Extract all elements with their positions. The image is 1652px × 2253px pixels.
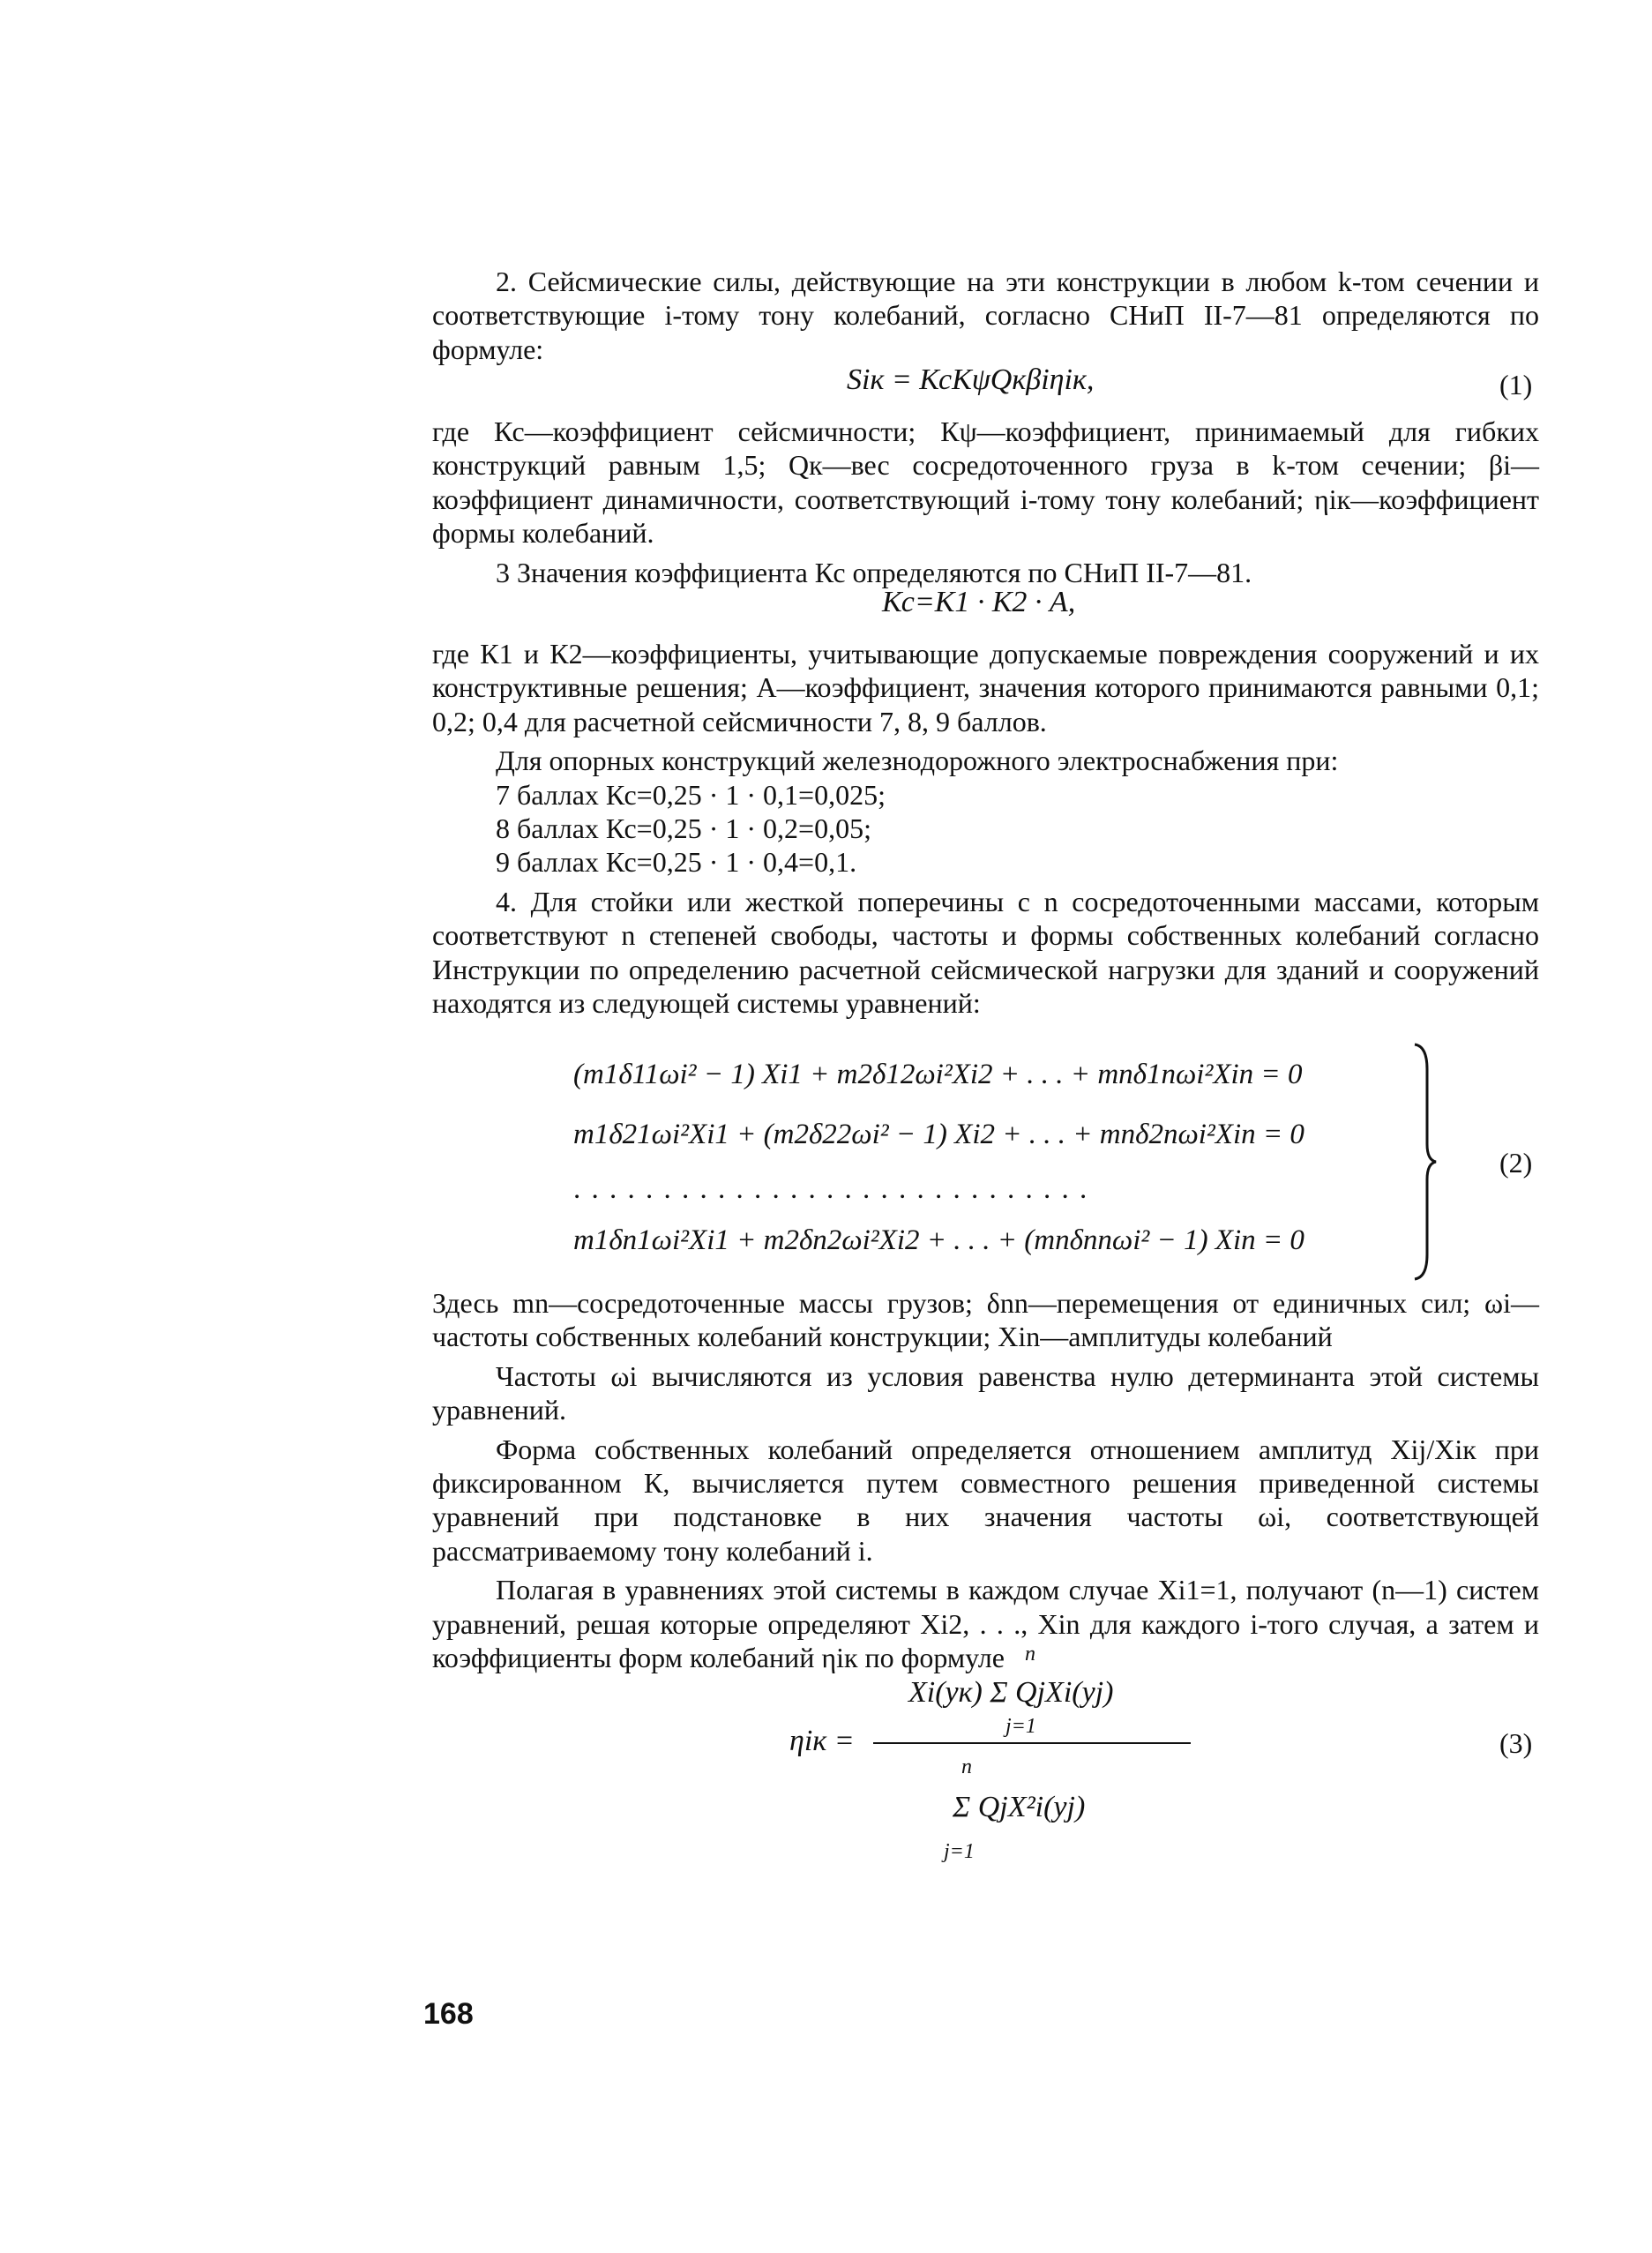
formula-3-fraction-bar [873, 1742, 1191, 1744]
text-section-3-where [432, 637, 1539, 1025]
system-equation-1: (m1δ11ωi² − 1) Xi1 + m2δ12ωi²Xi2 + . . . + mnδ1nωi²Xin = 0 [573, 1059, 1303, 1090]
formula-3-den-sum-top: n [961, 1755, 972, 1778]
paragraph-assume: Полагая в уравнениях этой системы в каждом случае Xi1=1, получают (n—1) систем уравнений, решая которые определяют Xi2, . . ., Xin для каждого i-того случая, а затем и коэффициенты форм колебаний ηiк по формуле [432, 1574, 1539, 1673]
text-section-2-where [432, 415, 1539, 595]
system-equation-2: m1δ21ωi²Xi1 + (m2δ22ωi² − 1) Xi2 + . . . + mnδ2nωi²Xin = 0 [573, 1119, 1304, 1150]
paragraph-3: 3 Значения коэффициента Кс определяются по СНиП II-7—81. [496, 556, 1252, 588]
system-equation-3: m1δn1ωi²Xi1 + m2δn2ωi²Xi2 + . . . + (mnδnnωi² − 1) Xin = 0 [573, 1224, 1304, 1256]
paragraph-here: Здесь mn—сосредоточенные массы грузов; δnn—перемещения от единичных сил; ωi—частоты собственных колебаний конструкции; Xin—амплитуды колебаний [432, 1287, 1539, 1353]
formula-3-lhs: ηiк = [789, 1725, 855, 1757]
paragraph-4: 4. Для стойки или жесткой поперечины с n сосредоточенными массами, которым соответствуют n степеней свободы, частоты и формы собственных колебаний согласно Инструкции по определению расчетной сейсмической нагрузки для зданий и сооружений находятся из следующей системы уравнений: [432, 885, 1539, 1019]
system-dots: . . . . . . . . . . . . . . . . . . . . . . . . . . . . . [573, 1173, 1089, 1205]
paragraph-2: 2. Сейсмические силы, действующие на эти конструкции в любом k-том сечении и соответствующие i-тому тону колебаний, согласно СНиП II-7—81 определяются по формуле: [432, 266, 1539, 365]
system-right-brace [1411, 1043, 1438, 1281]
ball-8: 8 баллах Кс=0,25 · 1 · 0,2=0,05; [496, 812, 871, 844]
formula-kc: Кс=К1 · К2 · А, [882, 586, 1076, 618]
formula-3-num-sum-bottom: j=1 [1005, 1715, 1036, 1738]
formula-3-denominator: Σ QjX²i(yj) [953, 1791, 1086, 1823]
paragraph-form: Форма собственных колебаний определяется отношением амплитуд Xij/Xiк при фиксированном К, вычисляется путем совместного решения приведенной системы уравнений при подстановке в них значения частоты ωi, соответствующей рассматриваемому тону колебаний i. [432, 1433, 1539, 1567]
formula-2-number: (2) [1499, 1147, 1533, 1179]
paragraph-supports: Для опорных конструкций железнодорожного электроснабжения при: [496, 745, 1339, 777]
formula-1-number: (1) [1499, 369, 1533, 400]
ball-7: 7 баллах Кс=0,25 · 1 · 0,1=0,025; [496, 778, 886, 811]
formula-3-numerator: Xi(yк) Σ QjXi(yj) [908, 1676, 1114, 1709]
page-number: 168 [423, 1997, 474, 2031]
text-section-2 [432, 265, 1539, 371]
formula-3-num-sum-top: n [1025, 1643, 1035, 1665]
ball-9: 9 баллах Кс=0,25 · 1 · 0,4=0,1. [496, 846, 857, 879]
paragraph-frequencies: Частоты ωi вычисляются из условия равенства нулю детерминанта этой системы уравнений. [432, 1359, 1539, 1426]
text-section-4 [432, 1286, 1539, 1680]
paragraph-2-where: где Кс—коэффициент сейсмичности; Кψ—коэффициент, принимаемый для гибких конструкций равным 1,5; Qк—вес сосредоточенного груза в k-том сечении; βi—коэффициент динамичности, соответствующий i-тому тону колебаний; ηiк—коэффициент формы колебаний. [432, 415, 1539, 550]
paragraph-3-where: где К1 и К2—коэффициенты, учитывающие допускаемые повреждения сооружений и их конструктивные решения; А—коэффициент, значения которого принимаются равными 0,1; 0,2; 0,4 для расчетной сейсмичности 7, 8, 9 баллов. [432, 638, 1539, 737]
formula-1: Siк = КсКψQкβiηiк, [847, 363, 1095, 396]
formula-3-number: (3) [1499, 1727, 1533, 1759]
formula-3-den-sum-bottom: j=1 [944, 1840, 975, 1863]
